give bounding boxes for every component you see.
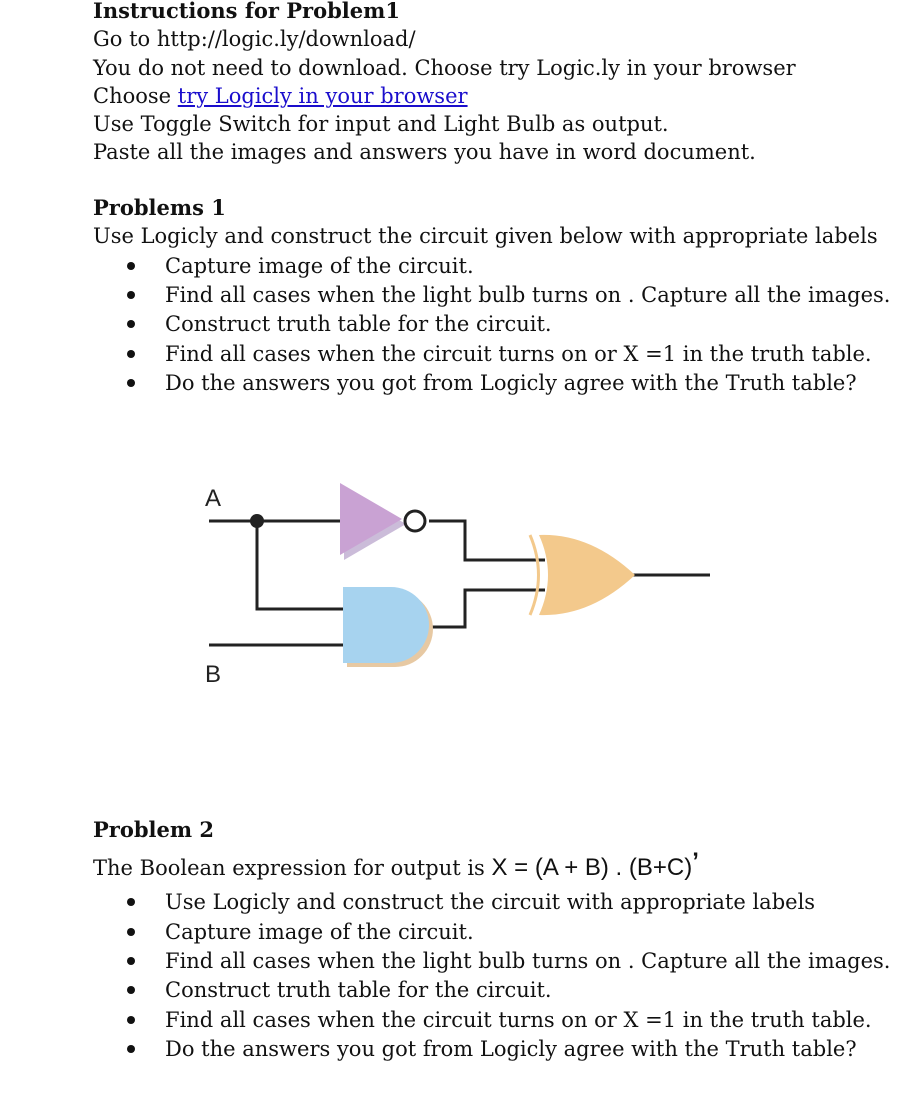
wire-a-to-and	[257, 521, 345, 609]
instruction-line-download: You do not need to download. Choose try Logic.ly in your browser	[93, 56, 796, 80]
problem1-heading: Problems 1	[93, 195, 226, 220]
list-item	[165, 341, 872, 367]
wire-not-to-xor	[429, 521, 545, 560]
bullet-icon	[127, 957, 135, 965]
list-item	[165, 977, 552, 1003]
bullet-icon	[127, 1016, 135, 1024]
list-item-text: Capture image of the circuit.	[165, 254, 474, 278]
bullet-icon	[127, 320, 135, 328]
instruction-line-choose	[93, 83, 468, 109]
list-item	[165, 919, 474, 945]
instruction-line-url: Go to http://logic.ly/download/	[93, 27, 416, 51]
list-item-text: Find all cases when the circuit turns on or X =1 in the truth table.	[165, 342, 872, 366]
wires	[209, 521, 710, 645]
try-logicly-link[interactable]: try Logicly in your browser	[177, 84, 468, 108]
xor-gate-body	[539, 535, 635, 615]
list-item-text: Do the answers you got from Logicly agree with the Truth table?	[165, 371, 857, 395]
instruction-line-toggle: Use Toggle Switch for input and Light Bulb as output.	[93, 112, 669, 136]
xor-gate-back-curve	[530, 535, 539, 615]
and-gate-body	[343, 587, 429, 663]
not-gate-bubble	[405, 511, 425, 531]
list-item	[165, 948, 890, 974]
problem2-heading: Problem 2	[93, 817, 215, 842]
bullet-icon	[127, 986, 135, 994]
list-item	[165, 370, 857, 396]
list-item-text: Capture image of the circuit.	[165, 920, 474, 944]
problem2-expression-line	[93, 848, 699, 881]
expression-prefix: The Boolean expression for output is	[93, 856, 492, 880]
instruction-line-paste: Paste all the images and answers you have in word document.	[93, 140, 756, 164]
list-item-text: Find all cases when the light bulb turns on . Capture all the images.	[165, 283, 891, 307]
instructions-heading: Instructions for Problem1	[93, 0, 400, 23]
input-b-label: B	[205, 661, 222, 688]
list-item-text: Construct truth table for the circuit.	[165, 978, 552, 1002]
input-a-label: A	[205, 485, 222, 512]
bullet-icon	[127, 262, 135, 270]
expression-prime: ’	[692, 848, 699, 875]
wire-and-to-xor	[432, 590, 545, 627]
list-item-text: Do the answers you got from Logicly agree with the Truth table?	[165, 1037, 857, 1061]
list-item-text: Find all cases when the circuit turns on or X =1 in the truth table.	[165, 1008, 872, 1032]
bullet-icon	[127, 898, 135, 906]
wire-junction	[250, 514, 264, 528]
logic-circuit-diagram	[195, 475, 720, 690]
list-item-text: Construct truth table for the circuit.	[165, 312, 552, 336]
problem1-intro: Use Logicly and construct the circuit given below with appropriate labels	[93, 224, 878, 248]
xor-gate	[530, 535, 635, 615]
list-item	[165, 253, 474, 279]
list-item-text: Use Logicly and construct the circuit with appropriate labels	[165, 890, 816, 914]
list-item-text: Find all cases when the light bulb turns on . Capture all the images.	[165, 949, 891, 973]
bullet-icon	[127, 1045, 135, 1053]
list-item	[165, 889, 815, 915]
boolean-expression: X = (A + B) . (B+C)	[491, 854, 693, 881]
bullet-icon	[127, 928, 135, 936]
list-item	[165, 1036, 857, 1062]
bullet-icon	[127, 379, 135, 387]
bullet-icon	[127, 350, 135, 358]
and-gate	[343, 587, 433, 667]
list-item	[165, 311, 552, 337]
list-item	[165, 1007, 872, 1033]
choose-prefix: Choose	[93, 84, 178, 108]
list-item	[165, 282, 890, 308]
not-gate	[340, 483, 425, 560]
bullet-icon	[127, 291, 135, 299]
